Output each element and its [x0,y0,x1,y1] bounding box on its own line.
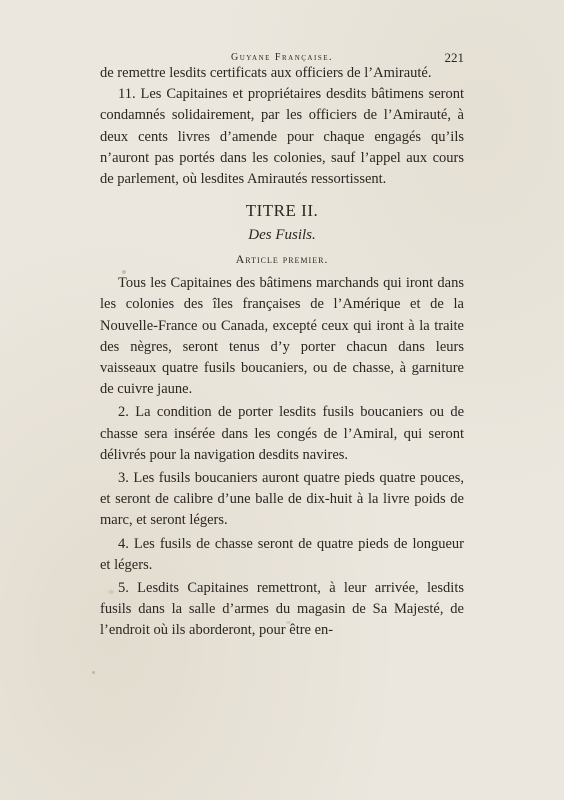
paragraph-continuation: de remettre lesdits certificats aux officiers de l’Amirauté. [100,65,432,81]
running-title: Guyane Française. [230,52,333,63]
foxing-spot [92,671,95,674]
body-text [100,63,464,642]
article-2: 2. La condition de porter lesdits fusils boucaniers ou de chasse sera insérée dans les congés de l’Amiral, qui seront délivrés pour la navigation desdits navires. [100,404,464,463]
page-number: 221 [444,50,464,65]
article-5: 5. Lesdits Capitaines remettront, à leur arrivée, lesdits fusils dans la salle d’armes du magasin de Sa Majesté, de l’endroit où ils aborderont, pour être en- [100,580,464,639]
article-3: 3. Les fusils boucaniers auront quatre pieds quatre pouces, et seront de calibre d’une balle de dix-huit à la livre poids de marc, et seront légers. [100,470,464,529]
foxing-spot [122,270,126,274]
section-title: TITRE II. [245,201,319,221]
paragraph-11: 11. Les Capitaines et propriétaires desdits bâtimens seront condamnés solidairement, par les officiers de l’Amirauté, à deux cents livres d’amende pour chaque engagés qu’ils n’auront pas portés dans les colonies, sauf l’appel aux cours de parlement, où lesdites Amirautés ressortissent. [100,86,464,188]
foxing-spot [108,590,114,594]
section-subtitle: Des Fusils. [248,227,316,244]
article-1: Tous les Capitaines des bâtimens marchands qui iront dans les colonies des îles françaises de l’Amérique et de la Nouvelle-France ou Canada, excepté ceux qui iront à la traite des nègres, seront tenus d’y porter chacun dans leurs vaisseaux quatre fusils boucaniers, ou de chasse, à garniture de cuivre jaune. [100,275,464,398]
article-4: 4. Les fusils de chasse seront de quatre pieds de longueur et légers. [100,535,464,573]
article-heading: Article premier. [235,252,329,267]
foxing-spot [286,621,291,624]
